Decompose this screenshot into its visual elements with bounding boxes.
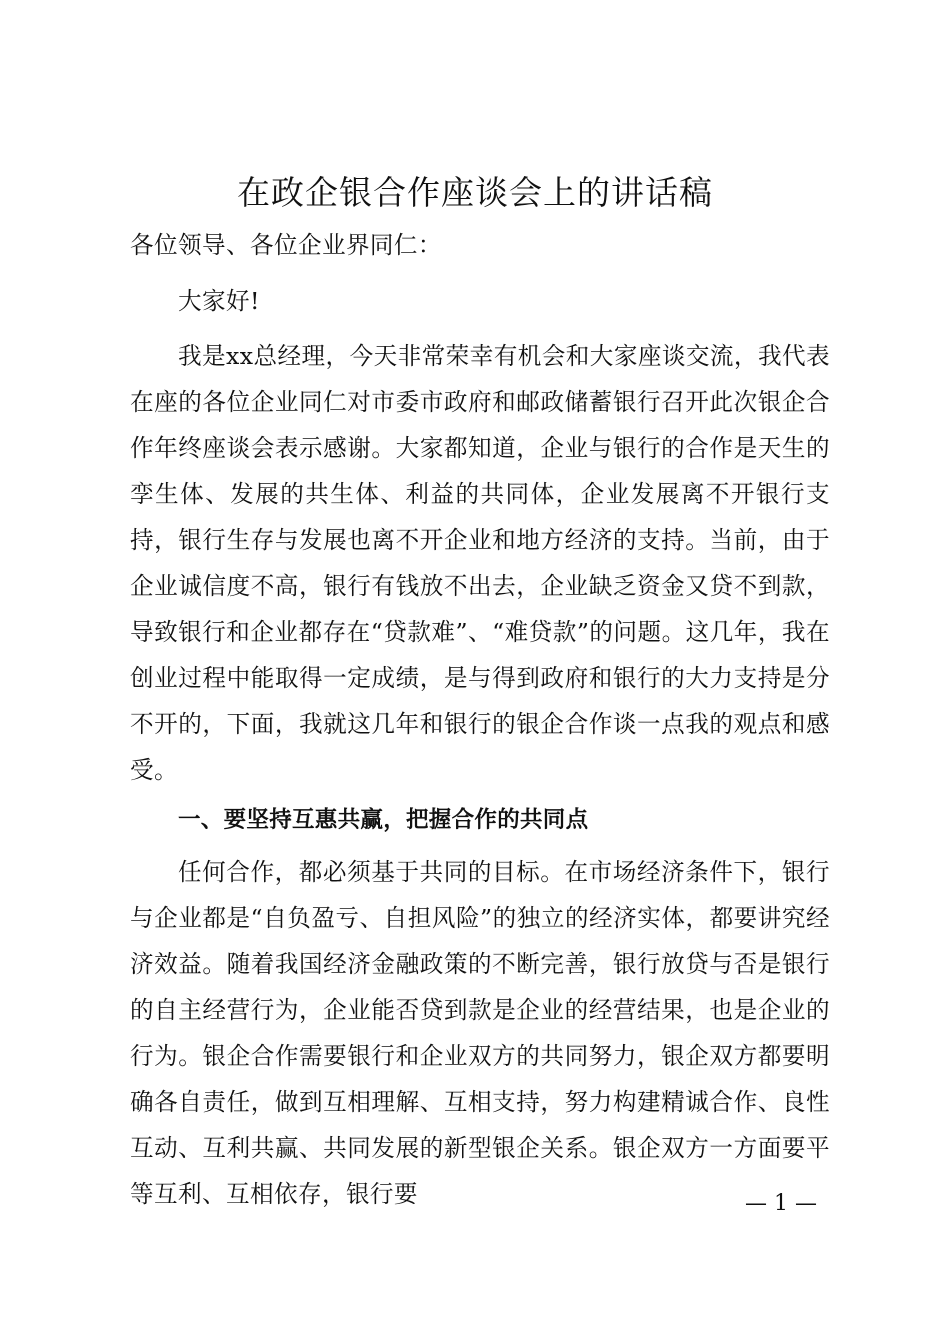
page-title: 在政企银合作座谈会上的讲话稿: [237, 173, 713, 212]
section-heading: 一、要坚持互惠共赢，把握合作的共同点: [178, 807, 589, 833]
paragraph-intro: 我是xx总经理，今天非常荣幸有机会和大家座谈交流，我代表在座的各位企业同仁对市委市政府和邮政储蓄银行召开此次银企合作年终座谈会表示感谢。大家都知道，企业与银行的合作是天生的孪生体、发展的共生体、利益的共同体，企业发展离不开银行支持，银行生存与发展也离不开企业和地方经济的支持。当前，由于企业诚信度不高，银行有钱放不出去，企业缺乏资金又贷不到款，导致银行和企业都存在“贷款难”、“难贷款”的问题。这几年，我在创业过程中能取得一定成绩，是与得到政府和银行的大力支持是分不开的，下面，我就这几年和银行的银企合作谈一点我的观点和感受。: [130, 342, 830, 784]
salutation: 各位领导、各位企业界同仁：: [130, 231, 442, 259]
page-number: — 1 —: [745, 1191, 817, 1216]
greeting: 大家好!: [178, 287, 260, 315]
document-body: [130, 222, 830, 1217]
paragraph-cooperation: 任何合作，都必须基于共同的目标。在市场经济条件下，银行与企业都是“自负盈亏、自担风险”的独立的经济实体，都要讲究经济效益。随着我国经济金融政策的不断完善，银行放贷与否是银行的自主经营行为，企业能否贷到款是企业的经营结果，也是企业的行为。银企合作需要银行和企业双方的共同努力，银企双方都要明确各自责任，做到互相理解、互相支持，努力构建精诚合作、良性互动、互利共赢、共同发展的新型银企关系。银企双方一方面要平等互利、互相依存，银行要: [130, 858, 830, 1208]
